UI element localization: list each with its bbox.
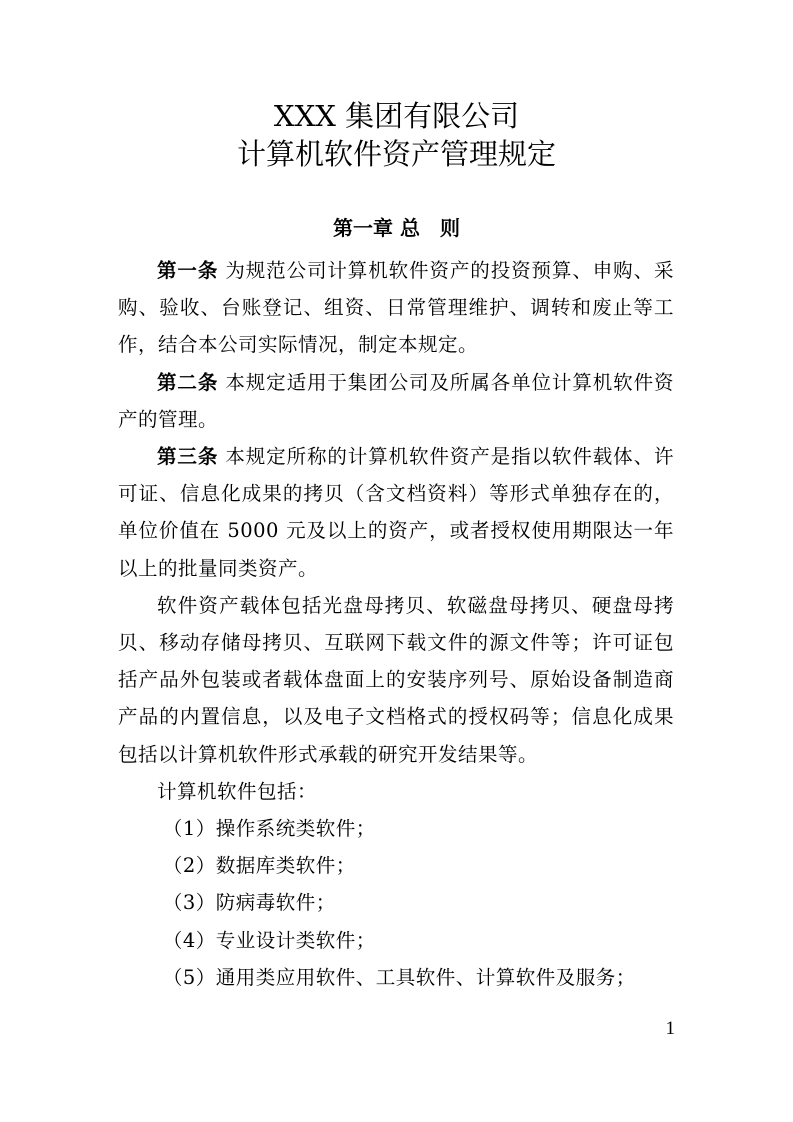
list-item: （5）通用类应用软件、工具软件、计算软件及服务； xyxy=(162,965,636,989)
paragraph-carrier: 软件资产载体包括光盘母拷贝、软磁盘母拷贝、硬盘母拷贝、移动存储母拷贝、互联网下载文件的源文件等；许可证包括产品外包装或者载体盘面上的安装序列号、原始设备制造商产品的内置信息，以及电子文档格式的授权码等；信息化成果包括以计算机软件形式承载的研究开发结果等。 xyxy=(118,593,674,766)
paragraph-includes: 计算机软件包括： xyxy=(157,779,318,803)
article-label: 第三条 xyxy=(157,445,219,469)
document-title-regulation: 计算机软件资产管理规定 xyxy=(236,137,556,171)
chapter-heading: 第一章 总 则 xyxy=(333,216,460,240)
article-label: 第二条 xyxy=(157,370,219,394)
article-3 xyxy=(118,438,674,587)
article-2 xyxy=(118,364,674,438)
article-text: 为规范公司计算机软件资产的投资预算、申购、采购、验收、台账登记、组资、日常管理维护、调转和废止等工作，结合本公司实际情况，制定本规定。 xyxy=(118,259,674,357)
document-body xyxy=(118,252,674,996)
list-item: （1）操作系统类软件； xyxy=(162,817,376,841)
page-number: 1 xyxy=(665,1018,675,1039)
list-item: （4）专业设计类软件； xyxy=(162,928,376,952)
article-label: 第一条 xyxy=(157,259,219,282)
document-title-company: XXX 集团有限公司 xyxy=(273,99,520,133)
article-text: 本规定所称的计算机软件资产是指以软件载体、许可证、信息化成果的拷贝（含文档资料）等形式单独存在的，单位价值在 5000 元及以上的资产，或者授权使用期限达一年以上的批量同类资产。 xyxy=(118,445,674,580)
article-text: 本规定适用于集团公司及所属各单位计算机软件资产的管理。 xyxy=(118,370,674,431)
article-1 xyxy=(118,252,674,364)
list-item: （3）防病毒软件； xyxy=(162,891,336,915)
list-item: （2）数据库类软件； xyxy=(162,854,356,878)
